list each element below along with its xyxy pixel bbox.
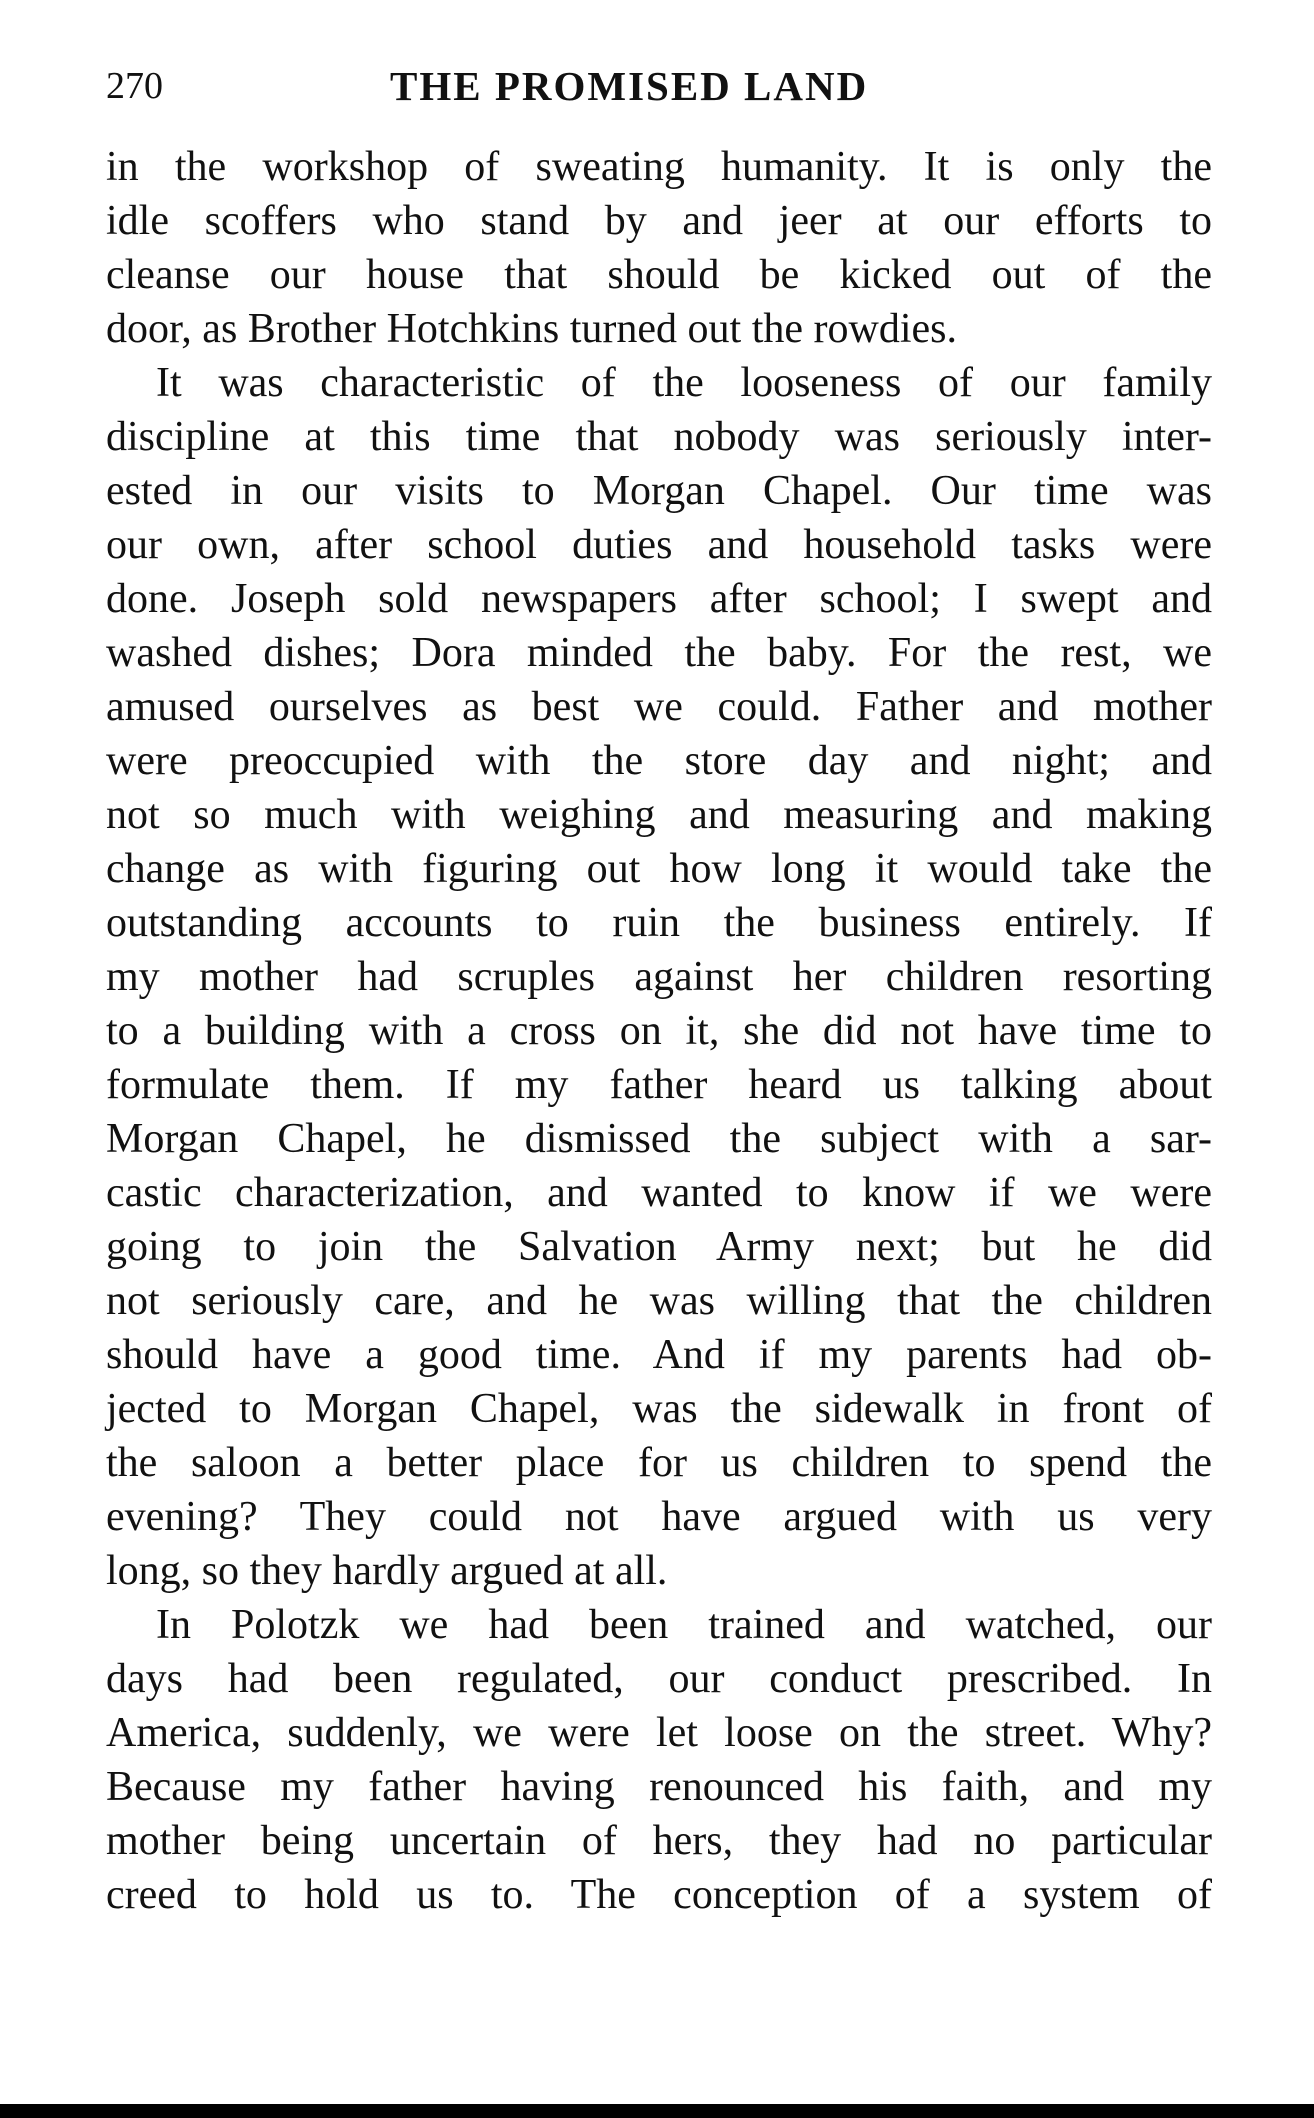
text-line: jected to Morgan Chapel, was the sidewalk in front of: [106, 1386, 1212, 1432]
text-line: formulate them. If my father heard us talking about: [106, 1062, 1212, 1108]
page-bottom-edge: [0, 2104, 1314, 2118]
text-line: Morgan Chapel, he dismissed the subject with a sar-: [106, 1116, 1212, 1162]
text-line: change as with figuring out how long it would take the: [106, 846, 1212, 892]
text-line: washed dishes; Dora minded the baby. For the rest, we: [106, 630, 1212, 676]
page-number: 270: [106, 65, 163, 107]
text-line: not so much with weighing and measuring and making: [106, 792, 1212, 838]
page-header: [106, 60, 1212, 112]
text-line: creed to hold us to. The conception of a system of: [106, 1872, 1212, 1918]
text-line: castic characterization, and wanted to know if we were: [106, 1170, 1212, 1216]
text-line: ested in our visits to Morgan Chapel. Our time was: [106, 468, 1212, 514]
text-line: In Polotzk we had been trained and watched, our: [156, 1602, 1212, 1648]
text-line: Because my father having renounced his faith, and my: [106, 1764, 1212, 1810]
text-line: the saloon a better place for us children to spend the: [106, 1440, 1212, 1486]
text-line: cleanse our house that should be kicked out of the: [106, 252, 1212, 298]
text-line: It was characteristic of the looseness of our family: [156, 360, 1212, 406]
text-line: in the workshop of sweating humanity. It is only the: [106, 144, 1212, 190]
text-line: going to join the Salvation Army next; but he did: [106, 1224, 1212, 1270]
text-line: outstanding accounts to ruin the business entirely. If: [106, 900, 1212, 946]
text-line: done. Joseph sold newspapers after school; I swept and: [106, 576, 1212, 622]
text-line: were preoccupied with the store day and night; and: [106, 738, 1212, 784]
body-text: [106, 140, 1212, 1922]
text-line: our own, after school duties and household tasks were: [106, 522, 1212, 568]
text-line: America, suddenly, we were let loose on the street. Why?: [106, 1710, 1212, 1756]
text-line: days had been regulated, our conduct prescribed. In: [106, 1656, 1212, 1702]
text-line: to a building with a cross on it, she did not have time to: [106, 1008, 1212, 1054]
running-head: THE PROMISED LAND: [390, 63, 869, 109]
text-line: not seriously care, and he was willing that the children: [106, 1278, 1212, 1324]
text-line: amused ourselves as best we could. Father and mother: [106, 684, 1212, 730]
text-line: discipline at this time that nobody was seriously inter-: [106, 414, 1212, 460]
text-line: should have a good time. And if my parents had ob-: [106, 1332, 1212, 1378]
text-line: long, so they hardly argued at all.: [106, 1548, 668, 1594]
text-line: mother being uncertain of hers, they had no particular: [106, 1818, 1212, 1864]
text-line: evening? They could not have argued with us very: [106, 1494, 1212, 1540]
text-line: my mother had scruples against her children resorting: [106, 954, 1212, 1000]
text-line: idle scoffers who stand by and jeer at our efforts to: [106, 198, 1212, 244]
text-line: door, as Brother Hotchkins turned out the rowdies.: [106, 306, 957, 352]
